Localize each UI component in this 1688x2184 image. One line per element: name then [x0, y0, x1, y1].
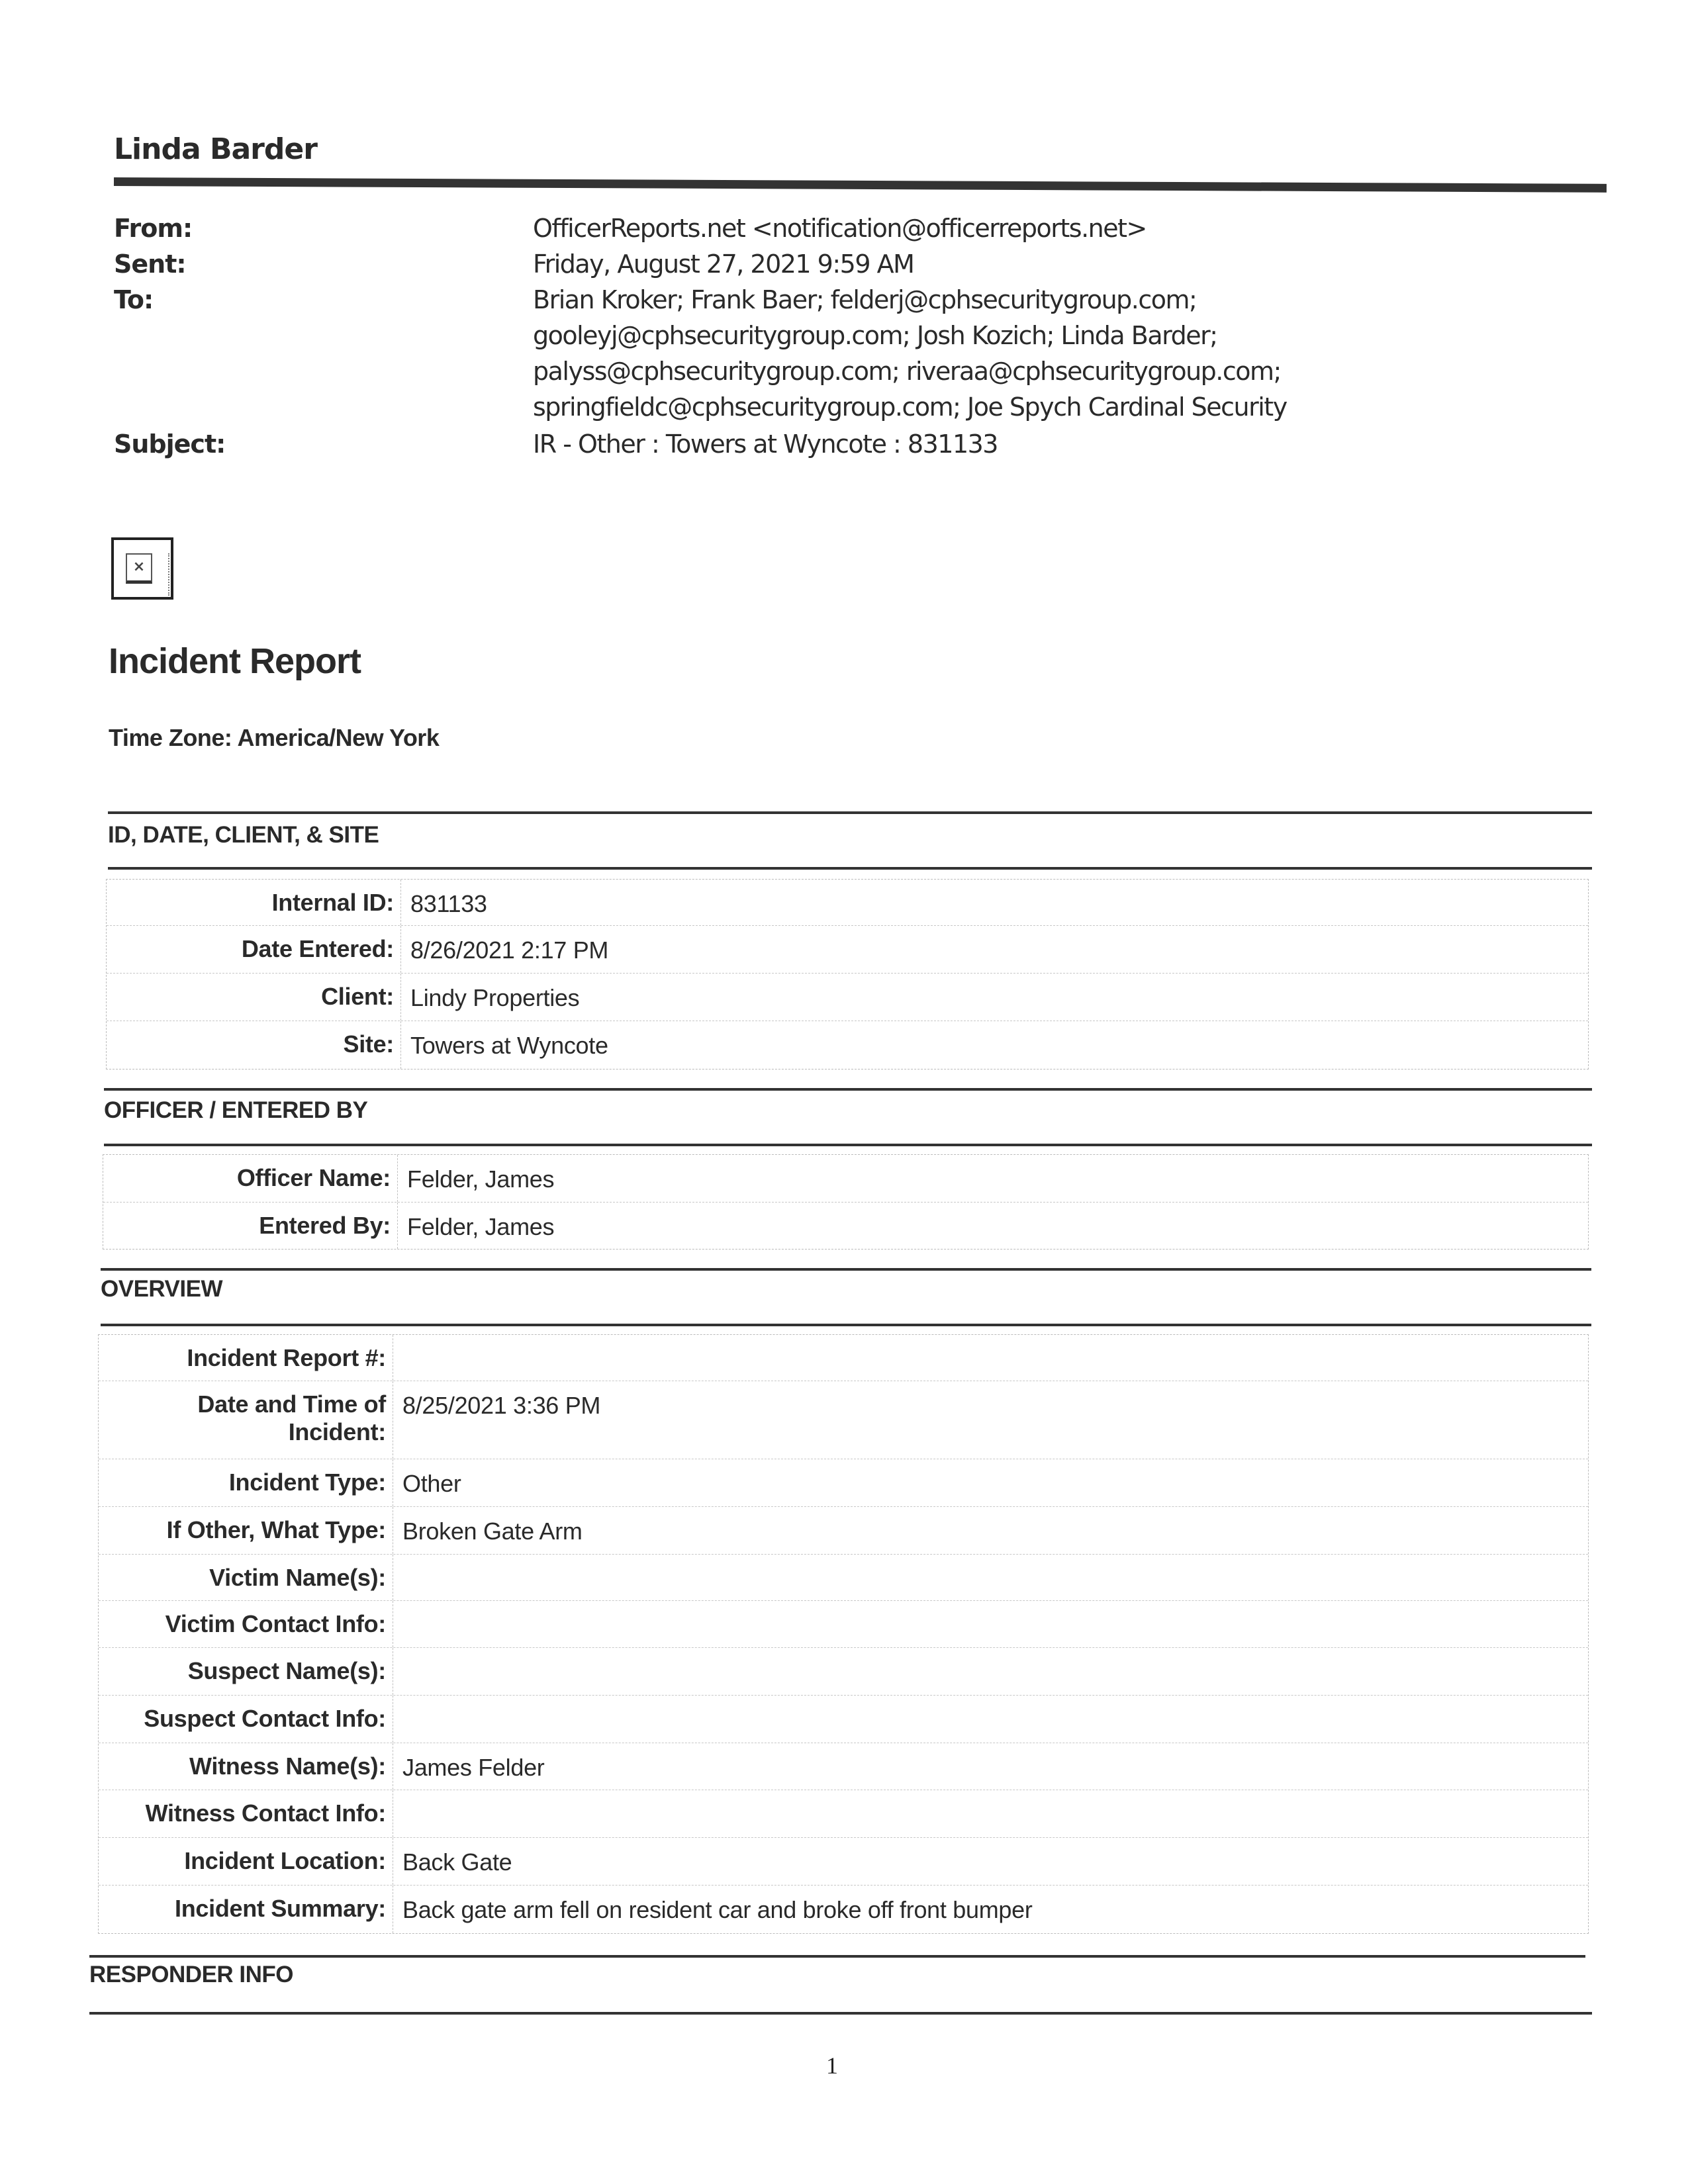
internal-id-value: 831133: [410, 890, 487, 917]
to-value-line-3: palyss@cphsecuritygroup.com; riveraa@cphsecuritygroup.com;: [533, 357, 1281, 386]
entered-by-label: Entered By:: [103, 1203, 398, 1249]
victim-contact-value: [393, 1601, 1588, 1647]
section-rule-bottom: [108, 867, 1592, 870]
id-date-client-site-table: [106, 879, 1589, 1069]
victim-names-label: Victim Name(s):: [99, 1555, 393, 1600]
table-row: [107, 926, 1588, 974]
to-label: To:: [114, 285, 154, 314]
other-type-value: Broken Gate Arm: [402, 1518, 583, 1545]
victim-contact-label: Victim Contact Info:: [99, 1601, 393, 1647]
section-rule-bottom: [89, 2012, 1592, 2015]
table-row: [99, 1838, 1588, 1886]
table-row: [99, 1601, 1588, 1648]
site-value: Towers at Wyncote: [410, 1032, 608, 1059]
officer-name-value: Felder, James: [407, 1165, 555, 1193]
section-rule-top: [101, 1268, 1591, 1271]
witness-names-label: Witness Name(s):: [99, 1743, 393, 1790]
section-rule-bottom: [104, 1144, 1592, 1146]
page-number: 1: [826, 2052, 838, 2079]
incident-type-value: Other: [402, 1470, 461, 1497]
entered-by-value: Felder, James: [407, 1213, 555, 1240]
section-rule-top: [89, 1955, 1585, 1958]
table-row: [103, 1203, 1588, 1249]
overview-table: [98, 1334, 1589, 1934]
section-title-responder-info: RESPONDER INFO: [89, 1962, 294, 1987]
image-x-glyph: ×: [126, 553, 152, 584]
report-title: Incident Report: [109, 641, 361, 681]
internal-id-label: Internal ID:: [107, 880, 401, 925]
date-time-of-incident-label: Date and Time of Incident:: [99, 1381, 393, 1459]
table-row: [99, 1743, 1588, 1790]
witness-contact-value: [393, 1790, 1588, 1837]
incident-location-label: Incident Location:: [99, 1838, 393, 1885]
to-value-line-1: Brian Kroker; Frank Baer; felderj@cphsecuritygroup.com;: [533, 285, 1197, 314]
table-row: [99, 1507, 1588, 1555]
from-value: OfficerReports.net <notification@officerreports.net>: [533, 214, 1147, 243]
suspect-contact-value: [393, 1696, 1588, 1743]
date-entered-value: 8/26/2021 2:17 PM: [410, 936, 609, 964]
client-label: Client:: [107, 974, 401, 1021]
incident-report-number-label: Incident Report #:: [99, 1335, 393, 1381]
to-value-line-2: gooleyj@cphsecuritygroup.com; Josh Kozich; Linda Barder;: [533, 321, 1217, 350]
to-value-line-4: springfieldc@cphsecuritygroup.com; Joe Spych Cardinal Security: [533, 392, 1287, 422]
section-title-officer-entered-by: OFFICER / ENTERED BY: [104, 1097, 368, 1123]
other-type-label: If Other, What Type:: [99, 1507, 393, 1554]
table-row: [103, 1155, 1588, 1203]
victim-names-value: [393, 1555, 1588, 1600]
header-divider: [114, 177, 1607, 193]
incident-location-value: Back Gate: [402, 1848, 512, 1876]
image-alt-text: [168, 553, 176, 596]
sent-label: Sent:: [114, 250, 186, 279]
table-row: [99, 1555, 1588, 1601]
table-row: [99, 1381, 1588, 1459]
witness-contact-label: Witness Contact Info:: [99, 1790, 393, 1837]
from-label: From:: [114, 214, 193, 243]
table-row: [107, 880, 1588, 926]
suspect-contact-label: Suspect Contact Info:: [99, 1696, 393, 1743]
subject-value: IR - Other : Towers at Wyncote : 831133: [533, 430, 998, 459]
client-value: Lindy Properties: [410, 984, 580, 1011]
incident-type-label: Incident Type:: [99, 1459, 393, 1506]
incident-summary-value: Back gate arm fell on resident car and broke off front bumper: [402, 1896, 1033, 1923]
table-row: [99, 1696, 1588, 1743]
section-rule-bottom: [101, 1324, 1591, 1326]
table-row: [99, 1335, 1588, 1381]
officer-name-label: Officer Name:: [103, 1155, 398, 1202]
section-title-id-date-client-site: ID, DATE, CLIENT, & SITE: [108, 822, 379, 848]
subject-label: Subject:: [114, 430, 226, 459]
date-entered-label: Date Entered:: [107, 926, 401, 973]
section-title-overview: OVERVIEW: [101, 1276, 223, 1302]
table-row: [99, 1648, 1588, 1696]
section-rule-top: [104, 1088, 1592, 1091]
table-row: [99, 1790, 1588, 1838]
suspect-names-label: Suspect Name(s):: [99, 1648, 393, 1695]
site-label: Site:: [107, 1021, 401, 1069]
table-row: [99, 1459, 1588, 1507]
date-time-of-incident-value: 8/25/2021 3:36 PM: [402, 1392, 601, 1419]
incident-report-number-value: [393, 1335, 1588, 1381]
incident-summary-label: Incident Summary:: [99, 1886, 393, 1933]
witness-names-value: James Felder: [402, 1754, 545, 1781]
mailbox-owner-name: Linda Barder: [114, 132, 317, 166]
table-row: [107, 974, 1588, 1021]
table-row: [107, 1021, 1588, 1069]
officer-table: [103, 1154, 1589, 1250]
table-row: [99, 1886, 1588, 1933]
broken-image-icon: [111, 537, 173, 600]
section-rule-top: [108, 811, 1592, 814]
time-zone: Time Zone: America/New York: [109, 724, 440, 751]
suspect-names-value: [393, 1648, 1588, 1695]
sent-value: Friday, August 27, 2021 9:59 AM: [533, 250, 914, 279]
